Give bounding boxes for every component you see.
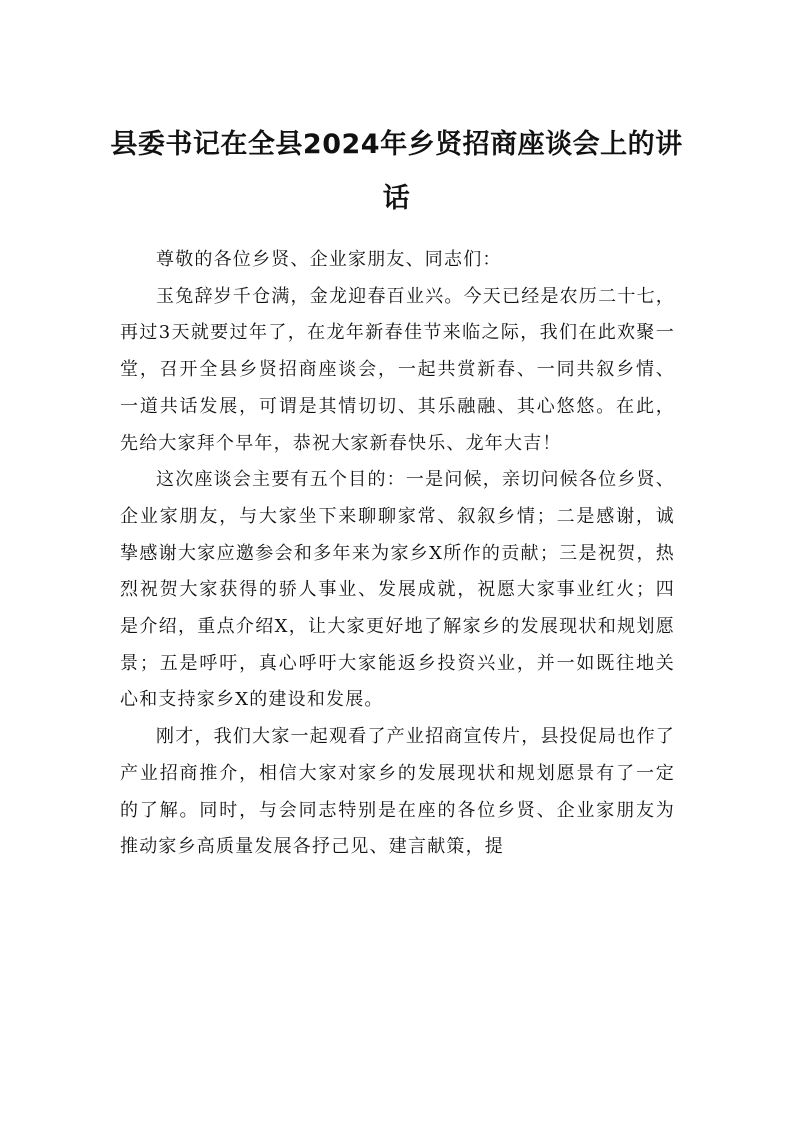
body-paragraph-3: 刚才，我们大家一起观看了产业招商宣传片，县投促局也作了产业招商推介，相信大家对家乡的发展现状和规划愿景有了一定的了解。同时，与会同志特别是在座的各位乡贤、企业家朋友为推动家乡高质量发展各抒己见、建言献策，提 — [120, 726, 675, 858]
body-paragraph-1: 玉兔辞岁千仓满，金龙迎春百业兴。今天已经是农历二十七，再过3天就要过年了，在龙年新春佳节来临之际，我们在此欢聚一堂，召开全县乡贤招商座谈会，一起共赏新春、一同共叙乡情、一道共话发展，可谓是其情切切、其乐融融、其心悠悠。在此，先给大家拜个早年，恭祝大家新春快乐、龙年大吉！ — [120, 285, 675, 454]
body-paragraph-2: 这次座谈会主要有五个目的：一是问候，亲切问候各位乡贤、企业家朋友，与大家坐下来聊聊家常、叙叙乡情；二是感谢，诚挚感谢大家应邀参会和多年来为家乡X所作的贡献；三是祝贺，热烈祝贺大家获得的骄人事业、发展成就，祝愿大家事业红火；四是介绍，重点介绍X，让大家更好地了解家乡的发展现状和规划愿景；五是呼吁，真心呼吁大家能返乡投资兴业，并一如既往地关心和支持家乡X的建设和发展。 — [120, 469, 675, 711]
salutation-paragraph: 尊敬的各位乡贤、企业家朋友、同志们： — [156, 249, 502, 270]
document-title: 县委书记在全县2024年乡贤招商座谈会上的讲话 — [110, 129, 683, 214]
document-body — [120, 242, 675, 866]
